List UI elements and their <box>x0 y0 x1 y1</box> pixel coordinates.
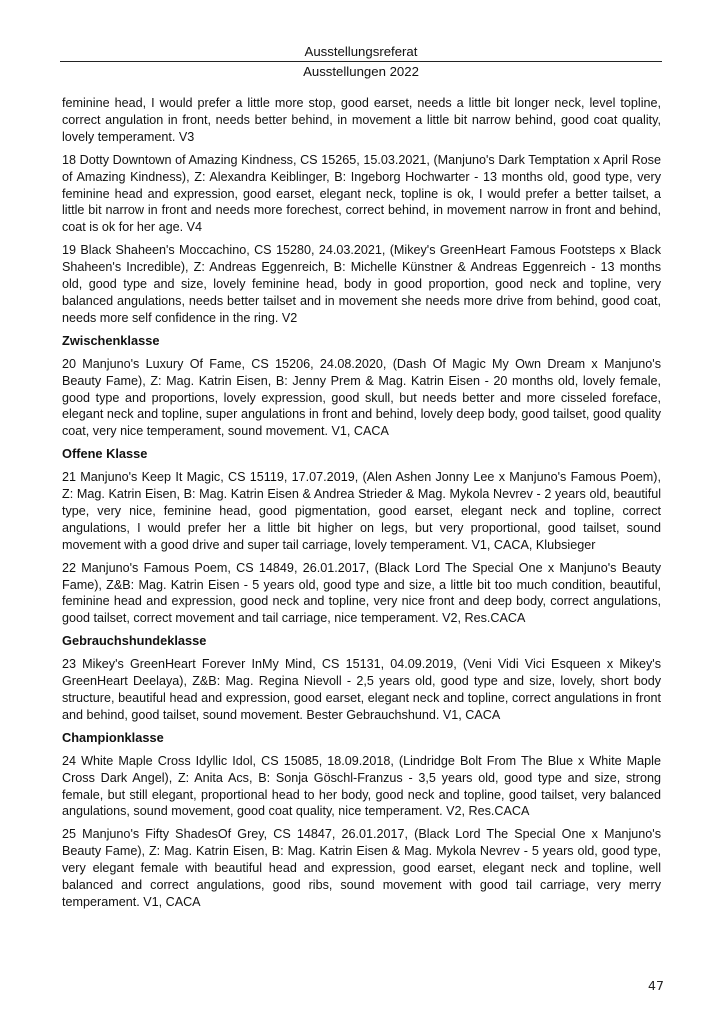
entry-18: 18 Dotty Downtown of Amazing Kindness, CS 15265, 15.03.2021, (Manjuno's Dark Temptation x April Rose of Amazing Kindness), Z: Alexandra Keiblinger, B: Ingeborg Hochwarter - 13 months old, good type, very feminine head and expression, good earset, elegant neck, topline is ok, I would prefer a better tailset, a little bit narrow in front and needs more forechest, correct behind, in movement narrow in front and behind, coat is ok for her age. V4 <box>62 152 661 235</box>
header-divider <box>60 61 662 62</box>
section-heading-gebrauchshundeklasse: Gebrauchshundeklasse <box>62 633 207 649</box>
entry-19: 19 Black Shaheen's Moccachino, CS 15280, 24.03.2021, (Mikey's GreenHeart Famous Footsteps x Black Shaheen's Incredible), Z: Andreas Eggenreich, B: Michelle Künstner & Andreas Eggenreich - 13 months old, good type and size, lovely feminine head, body in good proportion, good neck and topline, very balanced angulations, needs better tailset and in movement she needs more drive from behind, good coat, needs more self confidence in the ring. V2 <box>62 243 661 325</box>
page-header <box>60 44 662 80</box>
section-heading-championklasse: Championklasse <box>62 729 164 745</box>
page-number: 47 <box>648 978 664 993</box>
entry-24: 24 White Maple Cross Idyllic Idol, CS 15085, 18.09.2018, (Lindridge Bolt From The Blue x White Maple Cross Dark Angel), Z: Anita Acs, B: Sonja Göschl-Franzus - 3,5 years old, good type and size, strong female, but still elegant, proportional head to her body, good neck and topline, good tailset, very balanced angulations, sound movement, good coat quality, nice temperament. V2, Res.CACA <box>62 753 661 819</box>
section-heading-zwischenklasse: Zwischenklasse <box>62 332 160 348</box>
header-title: Ausstellungsreferat <box>304 44 418 59</box>
section-heading-offene-klasse: Offene Klasse <box>62 446 148 462</box>
header-subtitle: Ausstellungen 2022 <box>303 64 419 79</box>
paragraph-continuation: feminine head, I would prefer a little more stop, good earset, needs a little bit longer neck, level topline, correct angulation in front, needs better behind, in movement a little bit narrow behind, good coat quality, lovely temperament. V3 <box>62 96 661 144</box>
entry-25: 25 Manjuno's Fifty ShadesOf Grey, CS 14847, 26.01.2017, (Black Lord The Special One x Manjuno's Beauty Fame), Z: Mag. Katrin Eisen, B: Mag. Katrin Eisen & Mag. Mykola Nevrev - 5 years old, good type, very elegant female with beautiful head and expression, good earset, elegant neck and topline, well balanced and correct angulations, good ribs, sound movement with good tail carriage, very merry temperament. V1, CACA <box>62 827 661 909</box>
entry-22: 22 Manjuno's Famous Poem, CS 14849, 26.01.2017, (Black Lord The Special One x Manjuno's Beauty Fame), Z&B: Mag. Katrin Eisen - 5 years old, good type and size, a little bit too much condition, beautiful, feminine head and expression, good neck and topline, very nice front and deep body, correct angulations, good tailset, correct movement and tail carriage, nice temperament. V2, Res.CACA <box>62 560 661 626</box>
document-body <box>62 95 661 917</box>
entry-21: 21 Manjuno's Keep It Magic, CS 15119, 17.07.2019, (Alen Ashen Jonny Lee x Manjuno's Famous Poem), Z: Mag. Katrin Eisen, B: Mag. Katrin Eisen & Andrea Strieder & Mag. Mykola Nevrev - 2 years old, beautiful type, very nice, feminine head, good pigmentation, good earset, elegant neck and topline, correct angulations, I would prefer her a little bit higher on legs, but very proportional, good tailset, sound movement with a good drive and super tail carriage, lovely temperament. V1, CACA, Klubsieger <box>62 470 661 552</box>
entry-23: 23 Mikey's GreenHeart Forever InMy Mind, CS 15131, 04.09.2019, (Veni Vidi Vici Esqueen x Mikey's GreenHeart Deelaya), Z&B: Mag. Regina Nievoll - 2,5 years old, good type and size, lovely, short body structure, beautiful head and expression, good earset, elegant neck and topline, correct angulations in front and behind, good tailset, sound movement. Bester Gebrauchshund. V1, CACA <box>62 657 661 722</box>
entry-20: 20 Manjuno's Luxury Of Fame, CS 15206, 24.08.2020, (Dash Of Magic My Own Dream x Manjuno's Beauty Fame), Z: Mag. Katrin Eisen, B: Jenny Prem & Mag. Katrin Eisen - 20 months old, lovely female, good type and proportions, lovely expression, good skull, but needs better and more cisseled foreface, elegant neck and topline, super angulations in front and behind, lovely deep body, good tailset, good quality coat, very nice temperament, sound movement. V1, CACA <box>62 356 661 439</box>
